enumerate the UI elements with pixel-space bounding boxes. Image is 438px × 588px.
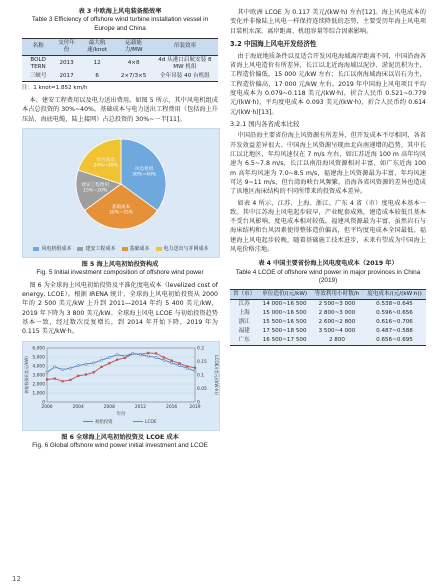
- legend-swatch: [122, 247, 128, 251]
- table-cell: 2 800~3 000: [318, 309, 356, 316]
- pie-label-line: 电力送出: [96, 157, 115, 163]
- y-tick-left: 0: [42, 400, 45, 406]
- table4-title-cn: 表 4 中国主要省份海上风电度电成本（2019 年）: [258, 260, 398, 268]
- table3: [22, 38, 218, 82]
- table-cell: 2×7/3×5: [120, 72, 147, 79]
- table-header-cell: 交付年份: [58, 39, 75, 53]
- fig6-caption-en: Fig. 6 Global offshore wind power initial investment and LCOE: [32, 441, 208, 449]
- table-cell: 福建: [238, 327, 250, 334]
- legend-swatch: [33, 247, 39, 251]
- legend-label: 风电机组成本: [41, 246, 72, 253]
- line-svg: [23, 342, 219, 430]
- data-point: [85, 373, 87, 375]
- data-point: [77, 364, 79, 366]
- y-tick-right: 0.05: [197, 386, 207, 392]
- y-axis-label-right: LCOE/(美元/(kW·h)): [214, 354, 219, 395]
- data-point: [61, 368, 63, 370]
- y-tick-right: 0.2: [197, 346, 204, 352]
- data-point: [194, 369, 196, 371]
- pie-legend: [27, 246, 215, 254]
- data-point: [194, 366, 196, 368]
- data-point: [155, 356, 157, 358]
- legend-label: LCOE: [145, 419, 157, 425]
- table-cell: 15 000~16 500: [262, 309, 307, 316]
- legend-label: 建安工程成本: [85, 246, 116, 253]
- x-tick: 2004: [72, 404, 84, 410]
- fig6-line-chart: [22, 341, 220, 431]
- table-cell: 2 600~2 800: [318, 318, 356, 325]
- table-row: [230, 299, 426, 308]
- paragraph: 中国沿海主要省份海上风资源有所差异，但开发成本不尽相同，各省开发效益差异很大。中国海上风资源呈现由北向南递增的趋势，其中长江以北地区，年均风速仅在 7 m/s 左右，如江苏近海 100 m 高年均风速为 6.5~7.8 m/s，长江以南沿海风资源相对丰富，如广东近海 100 m 高年均风速为 7.0~8.5 m/s，福建海上风资源最为丰富，年均风速可达 9~11 m/s，但台湾海峡台风频繁，沿海各省风资源的差异也造成了该地区海床结构的不同所带来的投资成本差异。: [230, 132, 426, 196]
- pie-slice-label: [81, 181, 109, 194]
- table-cell: 6: [95, 72, 99, 79]
- table-cell: 15 500~16 500: [262, 318, 307, 325]
- pie-label-line: 30%~35%: [108, 210, 134, 216]
- pie-svg: [23, 129, 219, 239]
- table-cell: 2017: [59, 72, 74, 79]
- table-row: [230, 327, 426, 336]
- data-point: [93, 361, 95, 363]
- table-header-cell: 最大航速/knot: [87, 39, 108, 53]
- table-cell: 0.596~0.656: [376, 309, 413, 316]
- table-cell: 4×8: [127, 60, 140, 67]
- pie-slice-label: [132, 165, 157, 178]
- legend-item: [33, 246, 71, 254]
- fig5-caption: [22, 261, 218, 278]
- y-tick-left: 4,000: [32, 364, 45, 370]
- y-tick-right: 0.15: [197, 359, 207, 365]
- section-heading: 3.2 中国海上风电开发经济性: [230, 39, 317, 48]
- fig5-caption-en: Fig. 5 Initial investment composition of offshore wind power: [36, 269, 204, 277]
- data-point: [163, 356, 165, 358]
- pie-label-line: 风电机组: [135, 166, 154, 172]
- data-point: [108, 362, 110, 364]
- data-point: [54, 365, 56, 367]
- x-tick: 2012: [134, 404, 147, 410]
- data-point: [186, 367, 188, 369]
- y-tick-left: 3,000: [32, 373, 45, 379]
- fig6-caption-cn: 图 6 全球海上风电初始投资及 LCOE 成本: [61, 433, 179, 441]
- table-cell: 全年吊装 40 台机组: [160, 72, 210, 79]
- table-cell: 4d 从港口启航安装 8 MW 机组: [158, 56, 212, 70]
- data-point: [85, 363, 87, 365]
- data-point: [46, 371, 48, 373]
- legend-label: 电力送出与并网成本: [163, 246, 209, 253]
- table-header-cell: 省（市）: [232, 290, 256, 297]
- legend-item: [156, 246, 209, 254]
- left-column: [22, 8, 218, 451]
- data-point: [171, 359, 173, 361]
- x-tick: 2016: [166, 404, 178, 410]
- page-number: 12: [12, 574, 21, 583]
- legend-label: 基础成本: [129, 246, 150, 253]
- table-cell: 0.538~0.645: [376, 300, 413, 307]
- x-tick: 2019: [189, 404, 201, 410]
- x-tick: 2000: [41, 404, 53, 410]
- table-cell: 0.487~0.588: [376, 327, 413, 334]
- subsection-heading: 3.2.1 国内各省成本比较: [230, 119, 300, 128]
- paragraph: 其中欧洲 LCOE 为 0.117 美元/(kW·h) 左右[12]。海上风电成本的变化并非像陆上风电一样保持连续降低的态势，主要受历年海上风电项目装机水深、离岸距离、机组容量等综合因素影响。: [230, 9, 426, 35]
- table3-title-en: Table 3 Efficiency of offshore wind turbine installation vessel in Europe and China: [31, 16, 209, 32]
- paragraph: 图 6 为全球海上风电初始投资及平准化度电成本（levelized cost of energy, LCOE）。根据 IRENA 统计，全球海上风电初始投资从 2000 年的 2 500 美元/kW 上升到 2011—2014 年约 5 400 美元/kW，2019 年下降为 3 800 美元/kW。全球海上风电 LCOE 与初始投资趋势基本一致，经过数次反复增长，到 2014 年开始下降，2019 年为 0.115 美元/kW·h。: [22, 281, 218, 336]
- y-axis-label-left: 初始投资/(美元/kW): [24, 355, 29, 394]
- data-point: [108, 356, 110, 358]
- fig5-caption-cn: 图 5 海上风电初始投资构成: [81, 260, 159, 268]
- table4-title-en: Table 4 LCOE of offshore wind power in major provinces in China (2019): [235, 268, 421, 285]
- table-row: [230, 336, 426, 345]
- y-tick-left: 2,000: [32, 382, 45, 388]
- table-header-cell: 吊装效率: [173, 43, 197, 50]
- legend-item: [77, 246, 115, 254]
- table-row: [22, 72, 218, 81]
- table-cell: 2 500~3 000: [318, 300, 356, 307]
- table-cell: 上海: [238, 309, 250, 316]
- table-header-cell: 度电成本/(元/(kW·h)): [367, 290, 422, 297]
- table-header-cell: 单位造价/(元/kW): [262, 290, 308, 297]
- table-cell: 2013: [59, 60, 74, 67]
- series-line: [47, 353, 195, 381]
- data-point: [132, 352, 134, 354]
- data-point: [61, 380, 63, 382]
- data-point: [124, 355, 126, 357]
- table3-note: 注：1 knot=1.852 km/h: [22, 84, 88, 91]
- data-point: [77, 374, 79, 376]
- table-cell: 16 500~17 500: [262, 336, 307, 343]
- fig5-pie-chart: [22, 128, 220, 258]
- data-point: [69, 367, 71, 369]
- legend-label: 初始投资: [95, 419, 113, 425]
- data-point: [93, 371, 95, 373]
- table-row: [22, 55, 218, 71]
- table3-caption: [22, 8, 218, 34]
- x-axis-label: 年份: [116, 411, 126, 417]
- x-tick: 2008: [103, 404, 115, 410]
- pie-slice-label: [109, 203, 134, 216]
- data-point: [155, 352, 157, 354]
- data-point: [163, 359, 165, 361]
- table-row: [230, 309, 426, 318]
- table-cell: 江苏: [238, 300, 250, 307]
- data-point: [178, 362, 180, 364]
- pie-label-line: 15%~20%: [83, 188, 108, 194]
- table-cell: 17 500~18 500: [262, 327, 307, 334]
- paragraph: 如表 4 所示，江苏、上海、浙江、广东 4 省（市）度电成本基本一致。其中江苏海上风电起步较早，产业配套成熟，建造成本较低且基本不受台风影响，度电成本相对较低。福建风资源最为丰富，虽然岩石与海床结构和台风因素使得整体造价偏高，但平均度电成本全国最低。福建海上风电起步较晚，随着基础施工技术进步，未来有望成为中国海上风电价格洼地。: [230, 199, 426, 254]
- paragraph: 由于海底地质条件以及适合开发风电海域离岸距离不同，中国沿海各省海上风电造价有所差异，长江以北近海海域以泥沙、淤泥沉积为主，工程造价偏低，15 000 元/kW 左右；长江以南海域海床以岩石为主，工程造价偏高，17 000 元/kW 左右。2019 年中国海上风电项目平均度电成本为 0.079~0.118 美元/(kW·h)，折合人民币 0.521~0.779 元/(kW·h)，平均度电成本 0.093 美元/(kW·h)，折合人民币约 0.614 元/(kW·h)[13]。: [230, 52, 426, 116]
- data-point: [100, 365, 102, 367]
- table3-title-cn: 表 3 中欧海上风电装备船效率: [78, 8, 162, 15]
- right-column: [230, 8, 426, 346]
- table-header-cell: 运载能力/MW: [124, 39, 143, 53]
- y-tick-left: 5,000: [32, 355, 45, 361]
- table4-caption: [230, 260, 426, 286]
- pie-label-line: 基础成本: [111, 204, 131, 210]
- table-header-cell: 名称: [32, 43, 44, 50]
- table-cell: 3 500~4 000: [318, 327, 356, 334]
- fig6-caption: [22, 434, 218, 451]
- data-point: [139, 353, 141, 355]
- pie-label-line: 20%~30%: [93, 163, 118, 169]
- table4: [230, 289, 426, 346]
- paragraph: 本、建安工程费用以及电力送出费用。如图 5 所示，其中风电机组成本占总投资的 30%~40%。基础成本与电力送出工程费用（包括海上升压站、海底电缆、陆上接网）占总投资的 30%~一半[11]。: [22, 96, 218, 123]
- table-cell: BOLD TERN: [30, 56, 46, 70]
- table-cell: 0.656~0.695: [376, 336, 413, 343]
- pie-label-line: 30%~40%: [132, 172, 157, 178]
- y-tick-right: 0.1: [197, 373, 204, 379]
- table-cell: 12: [93, 60, 101, 67]
- legend-swatch: [77, 247, 83, 251]
- data-point: [147, 351, 149, 353]
- data-point: [116, 358, 118, 360]
- data-point: [116, 353, 118, 355]
- legend-swatch: [156, 247, 162, 251]
- table-row: [230, 318, 426, 327]
- data-point: [147, 355, 149, 357]
- data-point: [178, 364, 180, 366]
- table-header-cell: 等效利用小时数/h: [314, 290, 360, 297]
- table-cell: 广东: [238, 336, 250, 343]
- y-tick-left: 6,000: [32, 346, 45, 352]
- table-cell: 2 800: [328, 336, 345, 343]
- data-point: [46, 378, 48, 380]
- table-cell: 浙江: [238, 318, 250, 325]
- table-cell: 0.616~0.706: [376, 318, 413, 325]
- data-point: [69, 378, 71, 380]
- table-cell: 三峡号: [29, 72, 47, 79]
- table-cell: 14 000~16 500: [262, 300, 307, 307]
- data-point: [171, 361, 173, 363]
- pie-slice-label: [94, 156, 119, 169]
- y-tick-left: 1,000: [32, 391, 45, 397]
- y-tick-right: 0: [197, 400, 200, 406]
- data-point: [100, 359, 102, 361]
- legend-item: [122, 246, 150, 254]
- pie-label-line: 建安工程费用: [81, 182, 110, 188]
- data-point: [54, 377, 56, 379]
